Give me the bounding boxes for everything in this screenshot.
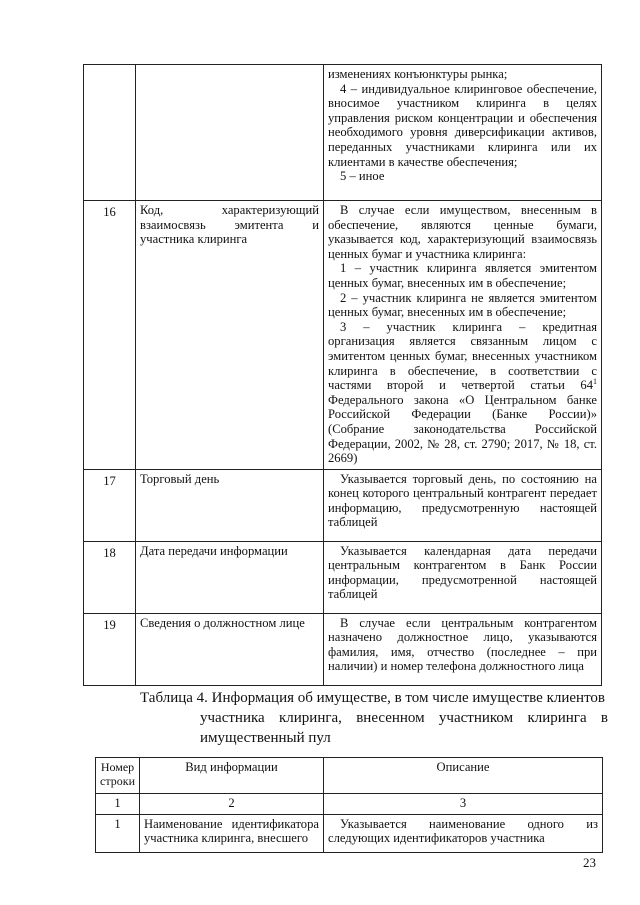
description-line: 1 – участник клиринга является эмитентом ценных бумаг, внесенных им в обеспечение; (328, 261, 597, 290)
description-line: 4 – индивидуальное клиринговое обеспечение, вносимое участником клиринга в целях управления риском концентрации и обеспечения необходимого уровня диверсификации активов, переданных участниками клиринга или их клиентами в качестве обеспечения; (328, 81, 597, 169)
row-description (324, 65, 602, 201)
row-description (324, 469, 602, 541)
row-name: Код, характеризующий взаимосвязь эмитента и участника клиринга (136, 201, 324, 470)
index-cell: 2 (140, 794, 324, 815)
row-name: Сведения о должностном лице (136, 613, 324, 685)
row-name: Наименование идентификатора участника клиринга, внесшего (140, 814, 324, 852)
header-info-type: Вид информации (140, 758, 324, 794)
info-table-continued (83, 64, 602, 686)
row-number: 16 (84, 201, 136, 470)
index-cell: 1 (96, 794, 140, 815)
table-row (96, 814, 603, 852)
description-line: Указывается торговый день, по состоянию на конец которого центральный контрагент передает информацию, предусмотренную настоящей таблицей (328, 471, 597, 530)
row-name (136, 65, 324, 201)
caption-line: участника клиринга, внесенном участником клиринга в (200, 710, 608, 726)
property-info-table (95, 757, 603, 853)
table-row (84, 613, 602, 685)
table-row (84, 201, 602, 470)
row-description (324, 613, 602, 685)
table-index-row (96, 794, 603, 815)
row-name: Дата передачи информации (136, 541, 324, 613)
description-line: Указывается календарная дата передачи центральным контрагентом в Банк России информации, предусмотренной настоящей таблицей (328, 543, 597, 602)
table-row (84, 65, 602, 201)
row-description (324, 541, 602, 613)
table-row (84, 541, 602, 613)
description-line: 2 – участник клиринга не является эмитентом ценных бумаг, внесенных им в обеспечение; (328, 290, 597, 320)
index-cell: 3 (324, 794, 603, 815)
row-number: 17 (84, 469, 136, 541)
description-line: 5 – иное (340, 169, 385, 184)
row-description (324, 201, 602, 470)
header-row-number: Номер строки (96, 758, 140, 794)
page-number: 23 (583, 855, 596, 870)
row-description: Указывается наименование одного из следующих идентификаторов участника (324, 814, 603, 852)
row-number: 18 (84, 541, 136, 613)
table-header-row (96, 758, 603, 794)
superscript: 1 (593, 376, 597, 386)
description-line: В случае если имуществом, внесенным в обеспечение, являются ценные бумаги, указывается код, характеризующий взаимосвязь ценных бумаг и участника клиринга: (328, 203, 597, 261)
description-text: 3 – участник клиринга – кредитная организация является связанным лицом с эмитентом ценных бумаг, внесенных участником клиринга в обеспечение, в соответствии с частями второй и четвертой статьи 64 (328, 319, 597, 393)
caption-line: Таблица 4. Информация об имуществе, в том числе имуществе клиентов (140, 690, 606, 706)
description-line: В случае если центральным контрагентом назначено должностное лицо, указываются фамилия, имя, отчество (последнее – при наличии) и номер телефона должностного лица (328, 615, 597, 674)
row-name: Торговый день (136, 469, 324, 541)
table-caption (140, 688, 608, 748)
row-number: 19 (84, 613, 136, 685)
row-number (84, 65, 136, 201)
caption-line: имущественный пул (200, 730, 331, 746)
description-text: Федерального закона «О Центральном банке Российской Федерации (Банке России)» (Собрание законодательства Российской Федерации, 2002, № 28, ст. 2790; 2017, № 18, ст. 2669) (328, 392, 597, 466)
description-line (328, 320, 597, 466)
table-row (84, 469, 602, 541)
row-number: 1 (96, 814, 140, 852)
header-description: Описание (324, 758, 603, 794)
description-line: изменениях конъюнктуры рынка; (328, 67, 508, 81)
